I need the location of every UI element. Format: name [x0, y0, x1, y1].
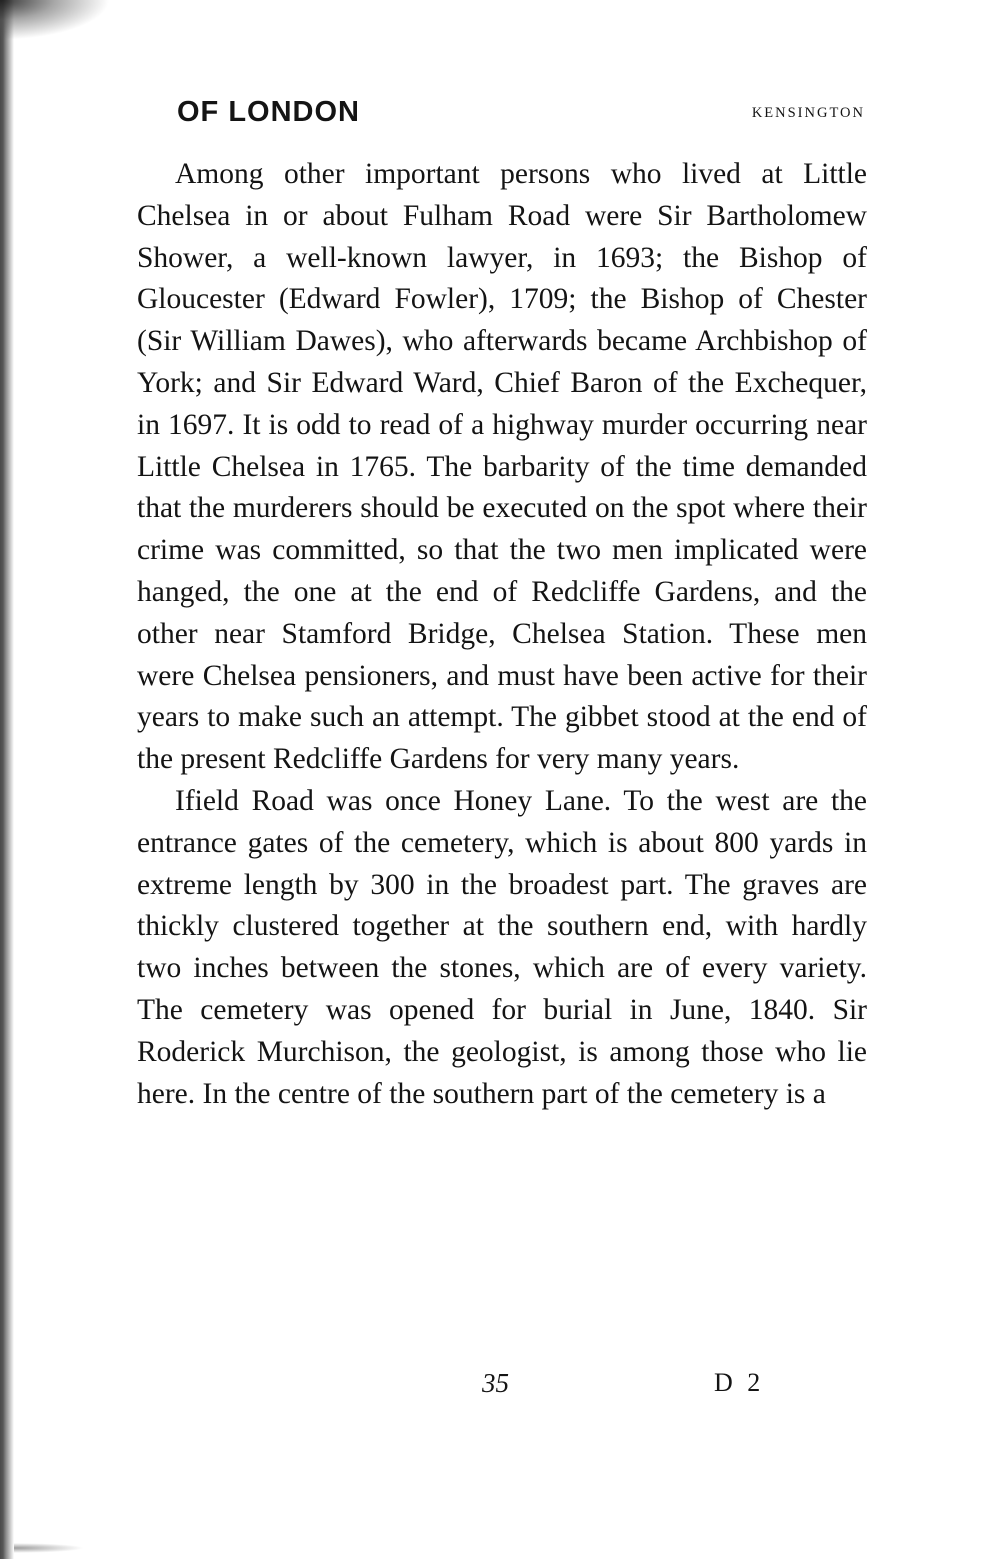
page-number: 35	[482, 1368, 509, 1398]
scan-corner-mark	[0, 0, 110, 40]
paragraph-ifield-road: Ifield Road was once Honey Lane. To the west are the entrance gates of the cemetery, which is about 800 yards in extreme length by 300 in the broadest part. The graves are thickly clustered together at the southern end, with hardly two inches between the stones, which are of every variety. The cemetery was opened for burial in June, 1840. Sir Roderick Murchison, the geologist, is among those who lie here. In the centre of the southern part of the cemetery is a	[137, 784, 867, 1110]
body-text	[137, 154, 867, 1115]
running-head	[177, 96, 865, 136]
scan-binding-edge	[0, 0, 14, 1559]
scan-foot-mark	[14, 1543, 84, 1553]
signature-mark: D 2	[714, 1368, 765, 1397]
running-head-section: KENSINGTON	[751, 105, 865, 121]
paragraph-little-chelsea: Among other important persons who lived at Little Chelsea in or about Fulham Road were Sir Bartholomew Shower, a well-known lawyer, in 1693; the Bishop of Gloucester (Edward Fowler), 1709; the Bishop of Chester (Sir William Dawes), who afterwards became Archbishop of York; and Sir Edward Ward, Chief Baron of the Exchequer, in 1697. It is odd to read of a highway murder occurring near Little Chelsea in 1765. The barbarity of the time demanded that the murderers should be executed on the spot where their crime was committed, so that the two men implicated were hanged, the one at the end of Redcliffe Gardens, and the other near Stamford Bridge, Chelsea Station. These men were Chelsea pensioners, and must have been active for their years to make such an attempt. The gibbet stood at the end of the present Redcliffe Gardens for very many years.	[137, 158, 867, 776]
running-head-title: OF LONDON	[177, 96, 360, 128]
